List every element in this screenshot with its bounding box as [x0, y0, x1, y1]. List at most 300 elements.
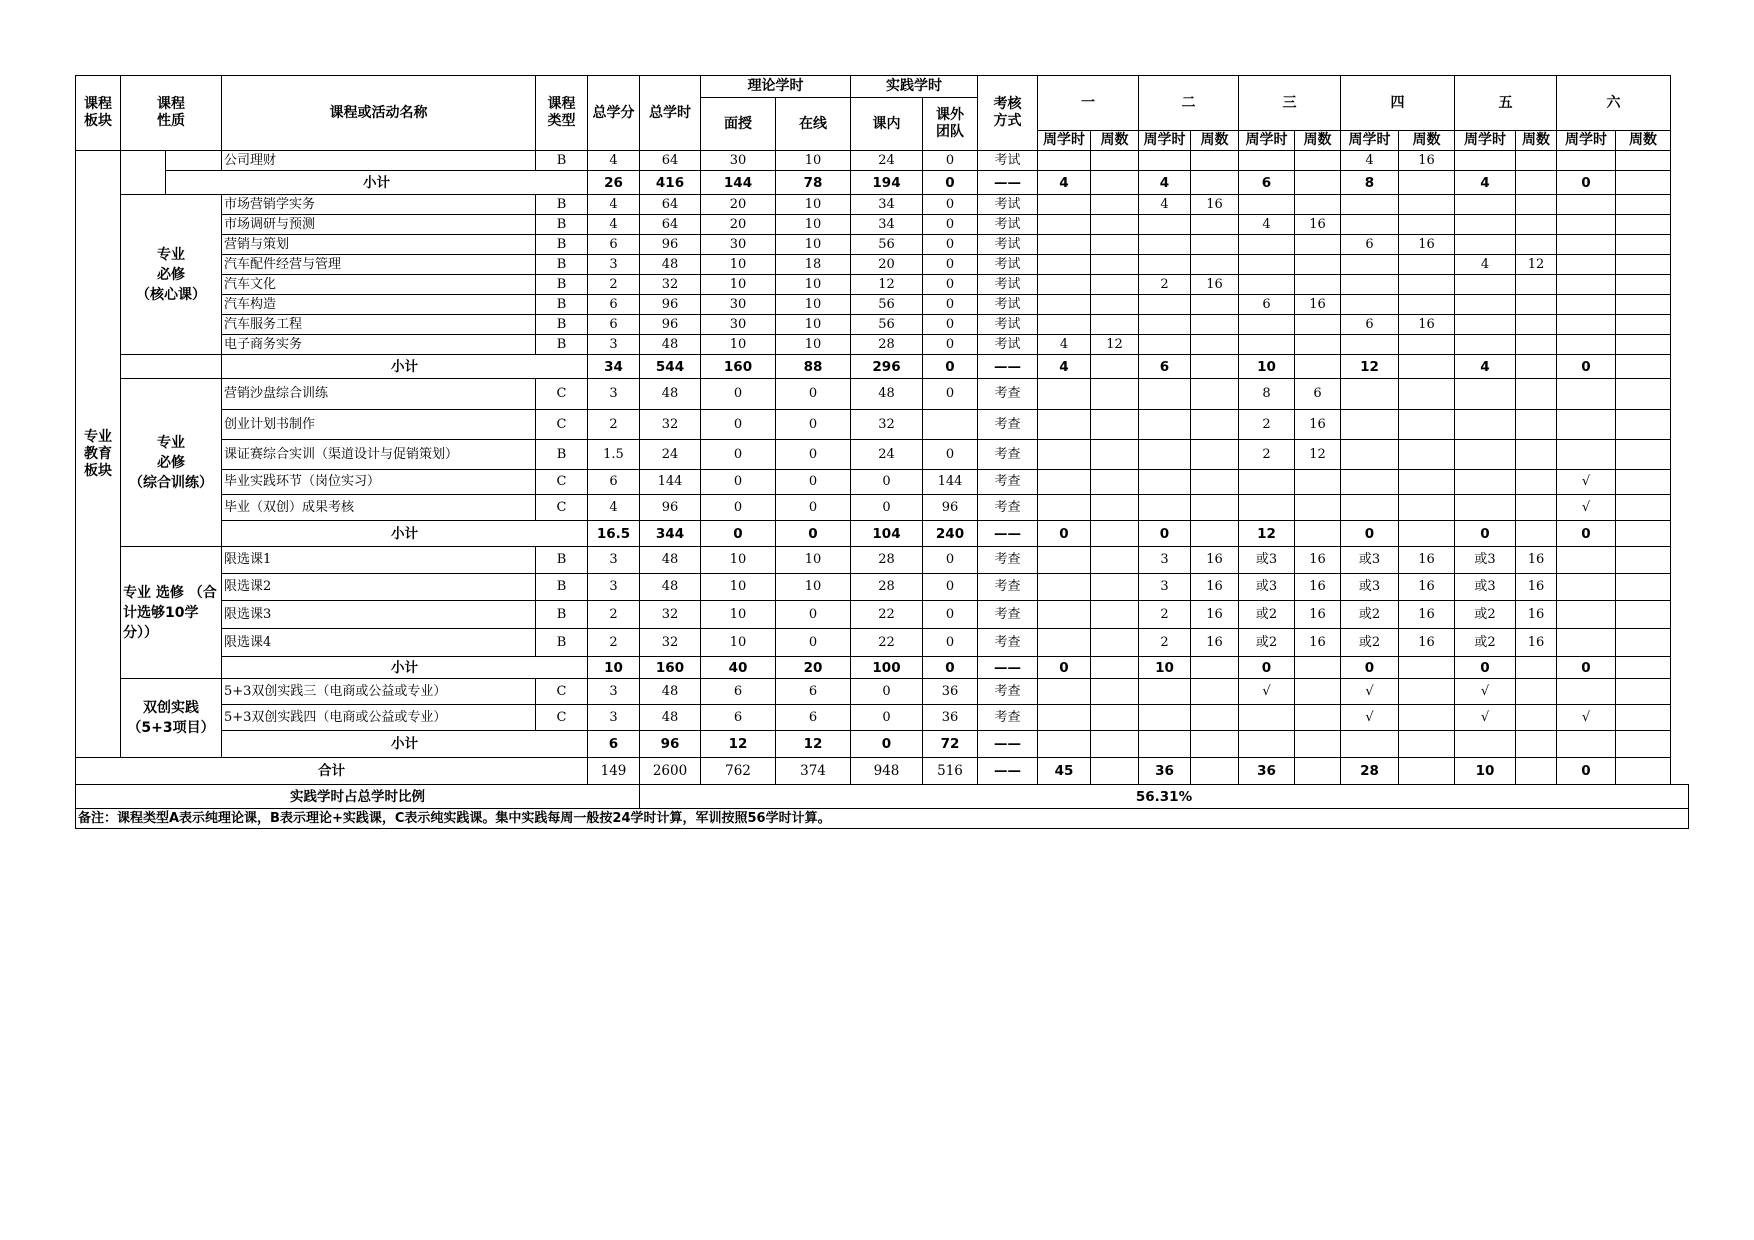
course-value: [1038, 601, 1091, 629]
subtotal-value: [1091, 355, 1139, 379]
subtotal-value: 194: [851, 171, 923, 195]
course-value: [1038, 679, 1091, 705]
course-type: B: [536, 574, 588, 601]
course-value: 3: [588, 574, 640, 601]
group-label-dual: 双创实践（5+3项目）: [121, 679, 222, 758]
note-row: [76, 809, 1689, 829]
subtotal-value: 144: [701, 171, 776, 195]
table-row: [76, 235, 1689, 255]
course-value: [1091, 705, 1139, 731]
course-value: [1557, 440, 1616, 470]
course-value: [1516, 679, 1557, 705]
course-value: [1191, 255, 1239, 275]
course-value: [1191, 295, 1239, 315]
subtotal-value: 4: [1455, 171, 1516, 195]
course-value: [1091, 215, 1139, 235]
course-value: [1516, 495, 1557, 521]
course-value: [1091, 679, 1139, 705]
course-value: [1341, 410, 1399, 440]
course-value: 4: [1455, 255, 1516, 275]
course-value: [1616, 275, 1671, 295]
course-value: 10: [701, 255, 776, 275]
course-value: [1455, 440, 1516, 470]
subtotal-label: 小计: [222, 657, 588, 679]
header-weeks: 周数: [1616, 131, 1671, 151]
course-value: 16: [1516, 601, 1557, 629]
course-value: 0: [923, 315, 978, 335]
subtotal-value: 4: [1455, 355, 1516, 379]
course-value: [1239, 470, 1295, 495]
course-value: [1616, 255, 1671, 275]
course-value: 2: [1239, 410, 1295, 440]
course-name: 市场营销学实务: [222, 195, 536, 215]
course-value: 16: [1399, 151, 1455, 171]
total-value: 2600: [640, 758, 701, 785]
course-value: 考试: [978, 275, 1038, 295]
course-value: 16: [1295, 410, 1341, 440]
course-value: 48: [640, 574, 701, 601]
table-row: [76, 379, 1689, 410]
course-value: 或2: [1341, 629, 1399, 657]
course-value: 34: [851, 215, 923, 235]
course-value: 6: [701, 705, 776, 731]
course-value: 6: [588, 315, 640, 335]
course-value: [1038, 705, 1091, 731]
subtotal-value: 78: [776, 171, 851, 195]
course-value: [1191, 235, 1239, 255]
course-value: [1516, 315, 1557, 335]
course-value: 6: [588, 470, 640, 495]
subtotal-value: [1091, 171, 1139, 195]
course-value: 24: [851, 440, 923, 470]
course-value: 20: [851, 255, 923, 275]
subtotal-value: [1295, 731, 1341, 758]
header-module: 课程 板块: [76, 76, 121, 151]
course-name: 汽车构造: [222, 295, 536, 315]
subtotal-value: [1139, 731, 1191, 758]
module-label: 专业 教育 板块: [76, 151, 121, 758]
header-nature: 课程 性质: [121, 76, 222, 151]
course-value: 10: [701, 574, 776, 601]
course-value: 或3: [1341, 547, 1399, 574]
course-name: 创业计划书制作: [222, 410, 536, 440]
course-value: [1616, 151, 1671, 171]
subtotal-value: 0: [923, 657, 978, 679]
course-value: 4: [1038, 335, 1091, 355]
course-value: 16: [1516, 547, 1557, 574]
header-theory-online: 在线: [776, 98, 851, 151]
subtotal-value: 12: [1341, 355, 1399, 379]
course-value: 16: [1191, 275, 1239, 295]
curriculum-table: [75, 75, 1689, 829]
total-value: 149: [588, 758, 640, 785]
course-name: 限选课4: [222, 629, 536, 657]
course-value: 6: [588, 295, 640, 315]
course-value: [1038, 470, 1091, 495]
subtotal-value: 0: [1557, 521, 1616, 547]
course-value: [1557, 255, 1616, 275]
course-value: [1557, 679, 1616, 705]
course-value: 10: [776, 151, 851, 171]
course-value: [1616, 215, 1671, 235]
course-value: [1295, 255, 1341, 275]
subtotal-value: [1295, 171, 1341, 195]
course-value: [1455, 410, 1516, 440]
course-value: [1616, 335, 1671, 355]
subtotal-value: 6: [1239, 171, 1295, 195]
subtotal-value: [1616, 171, 1671, 195]
course-name: 汽车服务工程: [222, 315, 536, 335]
header-theory-face: 面授: [701, 98, 776, 151]
course-name: 限选课2: [222, 574, 536, 601]
subtotal-value: [1399, 521, 1455, 547]
course-value: 0: [851, 679, 923, 705]
course-value: 16: [1191, 547, 1239, 574]
table-row: [76, 410, 1689, 440]
course-value: 56: [851, 315, 923, 335]
course-value: [923, 410, 978, 440]
subtotal-value: 26: [588, 171, 640, 195]
course-value: [1455, 275, 1516, 295]
total-value: 374: [776, 758, 851, 785]
course-type: B: [536, 295, 588, 315]
course-value: 6: [701, 679, 776, 705]
course-value: [1239, 315, 1295, 335]
total-value: 0: [1557, 758, 1616, 785]
header-weeks: 周数: [1399, 131, 1455, 151]
table-row: [76, 679, 1689, 705]
course-type: B: [536, 601, 588, 629]
course-value: 16: [1295, 295, 1341, 315]
course-value: [1091, 379, 1139, 410]
course-value: 4: [588, 495, 640, 521]
subtotal-value: ——: [978, 521, 1038, 547]
course-value: 0: [851, 705, 923, 731]
subtotal-value: 0: [1557, 171, 1616, 195]
course-value: √: [1239, 679, 1295, 705]
course-value: [1341, 379, 1399, 410]
header-name: 课程或活动名称: [222, 76, 536, 151]
course-value: [1091, 440, 1139, 470]
course-value: 0: [923, 295, 978, 315]
course-value: 10: [701, 547, 776, 574]
course-value: [1038, 255, 1091, 275]
course-name: 5+3双创实践四（电商或公益或专业）: [222, 705, 536, 731]
course-type: C: [536, 495, 588, 521]
subtotal-value: 10: [588, 657, 640, 679]
course-value: [1091, 629, 1139, 657]
course-value: [1616, 195, 1671, 215]
course-value: 28: [851, 547, 923, 574]
subtotal-row: [76, 171, 1689, 195]
course-value: [1038, 151, 1091, 171]
course-name: 5+3双创实践三（电商或公益或专业）: [222, 679, 536, 705]
course-value: [1139, 440, 1191, 470]
subtotal-value: [1616, 355, 1671, 379]
course-value: 考查: [978, 379, 1038, 410]
table-row: [76, 574, 1689, 601]
course-value: [1139, 679, 1191, 705]
course-value: 32: [851, 410, 923, 440]
course-value: 48: [851, 379, 923, 410]
course-value: [1038, 379, 1091, 410]
course-value: [1616, 495, 1671, 521]
course-value: 30: [701, 315, 776, 335]
subtotal-value: 0: [1139, 521, 1191, 547]
subtotal-value: 12: [776, 731, 851, 758]
course-type: C: [536, 470, 588, 495]
course-value: 96: [640, 495, 701, 521]
subtotal-value: 34: [588, 355, 640, 379]
course-value: [1038, 235, 1091, 255]
course-value: 10: [776, 574, 851, 601]
course-name: 营销与策划: [222, 235, 536, 255]
table-row: [76, 629, 1689, 657]
subtotal-label: 小计: [222, 521, 588, 547]
course-value: 2: [1139, 275, 1191, 295]
course-value: 56: [851, 295, 923, 315]
course-value: [1295, 679, 1341, 705]
course-value: 32: [640, 601, 701, 629]
course-value: 22: [851, 629, 923, 657]
total-value: 45: [1038, 758, 1091, 785]
subtotal-label: 小计: [166, 171, 588, 195]
course-value: [1399, 440, 1455, 470]
course-value: 22: [851, 601, 923, 629]
course-value: 96: [640, 295, 701, 315]
course-value: [1139, 215, 1191, 235]
course-value: [1516, 705, 1557, 731]
course-value: 96: [923, 495, 978, 521]
course-value: [1295, 335, 1341, 355]
course-value: [1295, 151, 1341, 171]
course-value: [1455, 215, 1516, 235]
course-value: 或3: [1341, 574, 1399, 601]
table-row: [76, 195, 1689, 215]
course-value: 3: [1139, 574, 1191, 601]
subtotal-value: 0: [1455, 521, 1516, 547]
subtotal-value: [1399, 657, 1455, 679]
course-value: 0: [923, 195, 978, 215]
group-blank: [121, 355, 222, 379]
total-value: 36: [1139, 758, 1191, 785]
course-value: 0: [701, 470, 776, 495]
course-value: [1399, 295, 1455, 315]
course-value: [1191, 495, 1239, 521]
total-value: ——: [978, 758, 1038, 785]
header-practice-in: 课内: [851, 98, 923, 151]
course-value: 24: [851, 151, 923, 171]
course-value: [1557, 410, 1616, 440]
course-value: 16: [1295, 629, 1341, 657]
course-value: 48: [640, 679, 701, 705]
subtotal-value: 96: [640, 731, 701, 758]
course-value: 16: [1295, 601, 1341, 629]
total-value: 762: [701, 758, 776, 785]
subtotal-row: [76, 355, 1689, 379]
course-value: 考查: [978, 629, 1038, 657]
course-value: [1399, 470, 1455, 495]
course-value: [1341, 295, 1399, 315]
course-value: 或3: [1455, 547, 1516, 574]
course-value: 10: [701, 275, 776, 295]
subtotal-value: [1191, 171, 1239, 195]
course-value: 2: [588, 601, 640, 629]
course-value: [1139, 379, 1191, 410]
table-row: [76, 315, 1689, 335]
course-value: 0: [923, 275, 978, 295]
course-value: 32: [640, 629, 701, 657]
course-value: 0: [851, 495, 923, 521]
course-value: [1616, 315, 1671, 335]
header-term-2: 二: [1139, 76, 1239, 131]
course-value: [1557, 547, 1616, 574]
course-value: √: [1455, 679, 1516, 705]
course-name: 市场调研与预测: [222, 215, 536, 235]
course-value: 考查: [978, 705, 1038, 731]
subtotal-value: [1295, 521, 1341, 547]
course-value: 1.5: [588, 440, 640, 470]
group-label-core: 专业 必修 （核心课）: [121, 195, 222, 355]
course-value: 10: [776, 275, 851, 295]
course-value: [1191, 470, 1239, 495]
subtotal-value: [1516, 521, 1557, 547]
course-value: 8: [1239, 379, 1295, 410]
course-value: [1239, 495, 1295, 521]
course-type: C: [536, 705, 588, 731]
subtotal-value: 8: [1341, 171, 1399, 195]
header-credits: 总学分: [588, 76, 640, 151]
course-value: 或3: [1455, 574, 1516, 601]
subtotal-value: [1191, 657, 1239, 679]
course-value: √: [1557, 495, 1616, 521]
course-value: 48: [640, 255, 701, 275]
course-value: 0: [776, 470, 851, 495]
course-value: [1139, 335, 1191, 355]
course-value: [1191, 679, 1239, 705]
course-value: 0: [923, 601, 978, 629]
course-value: [1341, 255, 1399, 275]
course-value: 3: [588, 679, 640, 705]
subtotal-value: 160: [701, 355, 776, 379]
course-value: [1239, 705, 1295, 731]
course-value: [1091, 151, 1139, 171]
course-value: 3: [588, 335, 640, 355]
course-value: [1191, 335, 1239, 355]
course-type: B: [536, 235, 588, 255]
ratio-label: 实践学时占总学时比例: [76, 785, 640, 809]
course-value: √: [1557, 470, 1616, 495]
course-value: 0: [923, 335, 978, 355]
course-value: [1191, 410, 1239, 440]
course-value: 16: [1191, 195, 1239, 215]
course-value: [1399, 335, 1455, 355]
course-value: [1616, 470, 1671, 495]
course-value: [1616, 574, 1671, 601]
course-value: [1038, 275, 1091, 295]
course-value: [1341, 440, 1399, 470]
header-week-hours: 周学时: [1239, 131, 1295, 151]
course-value: 36: [923, 679, 978, 705]
course-value: 考试: [978, 151, 1038, 171]
group-label-elective: 专业 选修 （合计选够10学分））: [121, 547, 222, 679]
course-value: [1139, 315, 1191, 335]
course-value: 6: [588, 235, 640, 255]
course-value: [1616, 629, 1671, 657]
course-value: [1091, 495, 1139, 521]
course-value: [1557, 629, 1616, 657]
course-value: [1295, 470, 1341, 495]
header-weeks: 周数: [1091, 131, 1139, 151]
subtotal-value: 160: [640, 657, 701, 679]
course-value: [1295, 275, 1341, 295]
course-value: 10: [701, 335, 776, 355]
subtotal-value: 416: [640, 171, 701, 195]
subtotal-value: ——: [978, 171, 1038, 195]
course-type: C: [536, 410, 588, 440]
course-value: [1295, 315, 1341, 335]
course-name: 毕业（双创）成果考核: [222, 495, 536, 521]
course-value: [1455, 151, 1516, 171]
course-value: [1139, 255, 1191, 275]
course-value: [1455, 195, 1516, 215]
course-value: 20: [701, 215, 776, 235]
course-value: 16: [1191, 629, 1239, 657]
subtotal-value: 16.5: [588, 521, 640, 547]
course-value: [1191, 315, 1239, 335]
course-value: [1295, 235, 1341, 255]
subtotal-value: 0: [1455, 657, 1516, 679]
course-value: 或2: [1341, 601, 1399, 629]
course-value: 64: [640, 215, 701, 235]
course-name: 课证赛综合实训（渠道设计与促销策划）: [222, 440, 536, 470]
course-value: [1455, 235, 1516, 255]
table-row: [76, 470, 1689, 495]
course-type: B: [536, 275, 588, 295]
table-row: [76, 275, 1689, 295]
subtotal-value: [1191, 355, 1239, 379]
subtotal-value: [1191, 731, 1239, 758]
course-value: [1091, 195, 1139, 215]
course-value: 考查: [978, 470, 1038, 495]
table-row: [76, 440, 1689, 470]
course-value: [1557, 379, 1616, 410]
course-value: [1341, 335, 1399, 355]
course-name: 电子商务实务: [222, 335, 536, 355]
course-value: 0: [701, 379, 776, 410]
course-value: [1091, 574, 1139, 601]
subtotal-value: 0: [1239, 657, 1295, 679]
course-value: 10: [776, 295, 851, 315]
subtotal-value: 20: [776, 657, 851, 679]
course-value: [1616, 410, 1671, 440]
course-name: 限选课3: [222, 601, 536, 629]
course-value: [1557, 601, 1616, 629]
subtotal-value: 0: [1557, 657, 1616, 679]
total-value: 28: [1341, 758, 1399, 785]
course-value: [1399, 679, 1455, 705]
course-value: [1455, 315, 1516, 335]
course-value: 考试: [978, 235, 1038, 255]
course-type: B: [536, 195, 588, 215]
course-value: [1191, 705, 1239, 731]
course-value: 28: [851, 574, 923, 601]
course-value: [1091, 410, 1139, 440]
subtotal-value: 4: [1139, 171, 1191, 195]
subtotal-value: 4: [1038, 355, 1091, 379]
subtotal-value: 0: [1341, 521, 1399, 547]
course-value: [1399, 195, 1455, 215]
